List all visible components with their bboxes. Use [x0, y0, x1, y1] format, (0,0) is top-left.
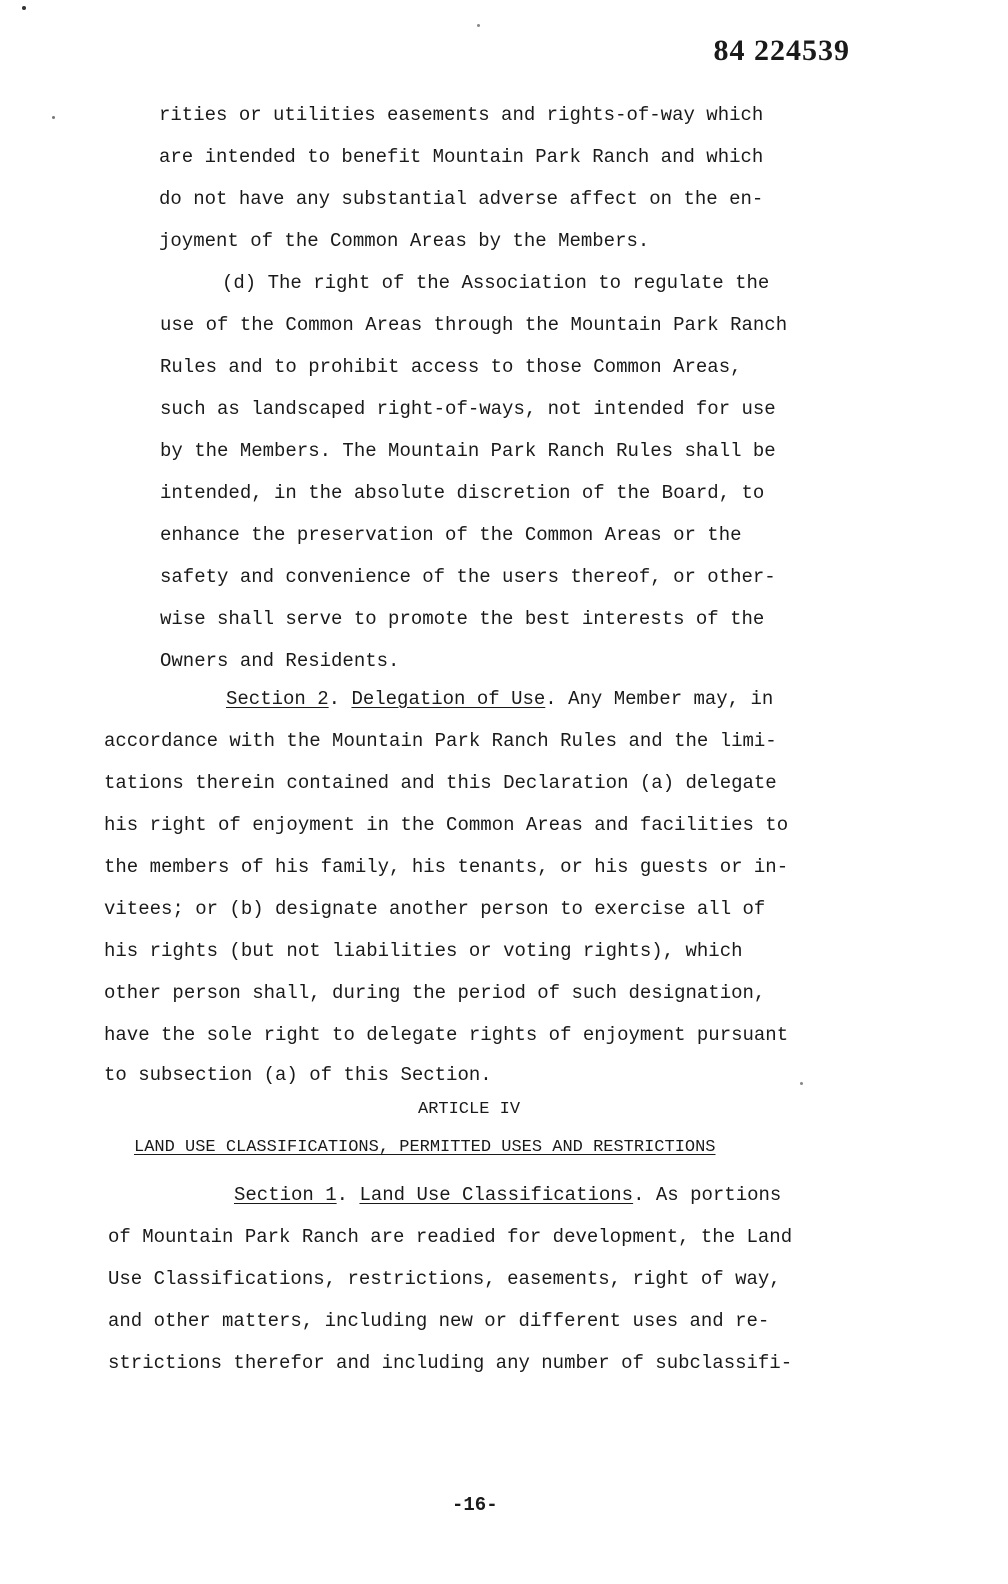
text-line: accordance with the Mountain Park Ranch Rules and the limi- — [104, 730, 777, 752]
scan-speck — [477, 24, 480, 27]
text-line: tations therein contained and this Declaration (a) delegate — [104, 772, 777, 794]
scan-speck — [22, 6, 26, 10]
scan-speck — [800, 1082, 803, 1085]
text-line: use of the Common Areas through the Mountain Park Ranch — [160, 314, 788, 336]
text-line: Use Classifications, restrictions, easements, right of way, — [108, 1268, 781, 1290]
section-2-title: Delegation of Use — [351, 688, 546, 710]
section-2-text: . Any Member may, in — [545, 688, 774, 710]
text-line: joyment of the Common Areas by the Members. — [159, 230, 650, 252]
text-line: rities or utilities easements and rights-of-way which — [159, 104, 764, 126]
text-line: do not have any substantial adverse affect on the en- — [159, 188, 764, 210]
text-line: by the Members. The Mountain Park Ranch Rules shall be — [160, 440, 776, 462]
text-line: his rights (but not liabilities or voting rights), which — [104, 940, 743, 962]
page-number: -16- — [452, 1494, 498, 1516]
text-line: Rules and to prohibit access to those Common Areas, — [160, 356, 742, 378]
section-1-text: . As portions — [633, 1184, 782, 1206]
text-line: strictions therefor and including any number of subclassifi- — [108, 1352, 793, 1374]
text-line: Owners and Residents. — [160, 650, 400, 672]
text-line: other person shall, during the period of such designation, — [104, 982, 766, 1004]
text-line: the members of his family, his tenants, or his guests or in- — [104, 856, 789, 878]
section-1-title: Land Use Classifications — [359, 1184, 634, 1206]
section-1-first-line: Section 1. Land Use Classifications. As portions — [234, 1184, 782, 1206]
document-number: 84 224539 — [713, 34, 850, 67]
text-line: of Mountain Park Ranch are readied for development, the Land — [108, 1226, 793, 1248]
text-line: safety and convenience of the users thereof, or other- — [160, 566, 776, 588]
section-2-label: Section 2 — [226, 688, 329, 710]
text-line: wise shall serve to promote the best interests of the — [160, 608, 765, 630]
section-1-label: Section 1 — [234, 1184, 337, 1206]
text-line: and other matters, including new or different uses and re- — [108, 1310, 770, 1332]
scan-speck — [52, 116, 55, 119]
article-heading: LAND USE CLASSIFICATIONS, PERMITTED USES AND RESTRICTIONS — [134, 1138, 716, 1157]
text-line: vitees; or (b) designate another person to exercise all of — [104, 898, 766, 920]
text-line: are intended to benefit Mountain Park Ranch and which — [159, 146, 764, 168]
text-line: to subsection (a) of this Section. — [104, 1064, 492, 1086]
text-line: his right of enjoyment in the Common Areas and facilities to — [104, 814, 789, 836]
text-line: intended, in the absolute discretion of the Board, to — [160, 482, 765, 504]
text-line: such as landscaped right-of-ways, not intended for use — [160, 398, 776, 420]
text-line: enhance the preservation of the Common Areas or the — [160, 524, 742, 546]
section-2-first-line: Section 2. Delegation of Use. Any Member may, in — [226, 688, 774, 710]
text-line: (d) The right of the Association to regulate the — [222, 272, 770, 294]
text-line: have the sole right to delegate rights of enjoyment pursuant — [104, 1024, 789, 1046]
article-title: ARTICLE IV — [418, 1100, 521, 1119]
